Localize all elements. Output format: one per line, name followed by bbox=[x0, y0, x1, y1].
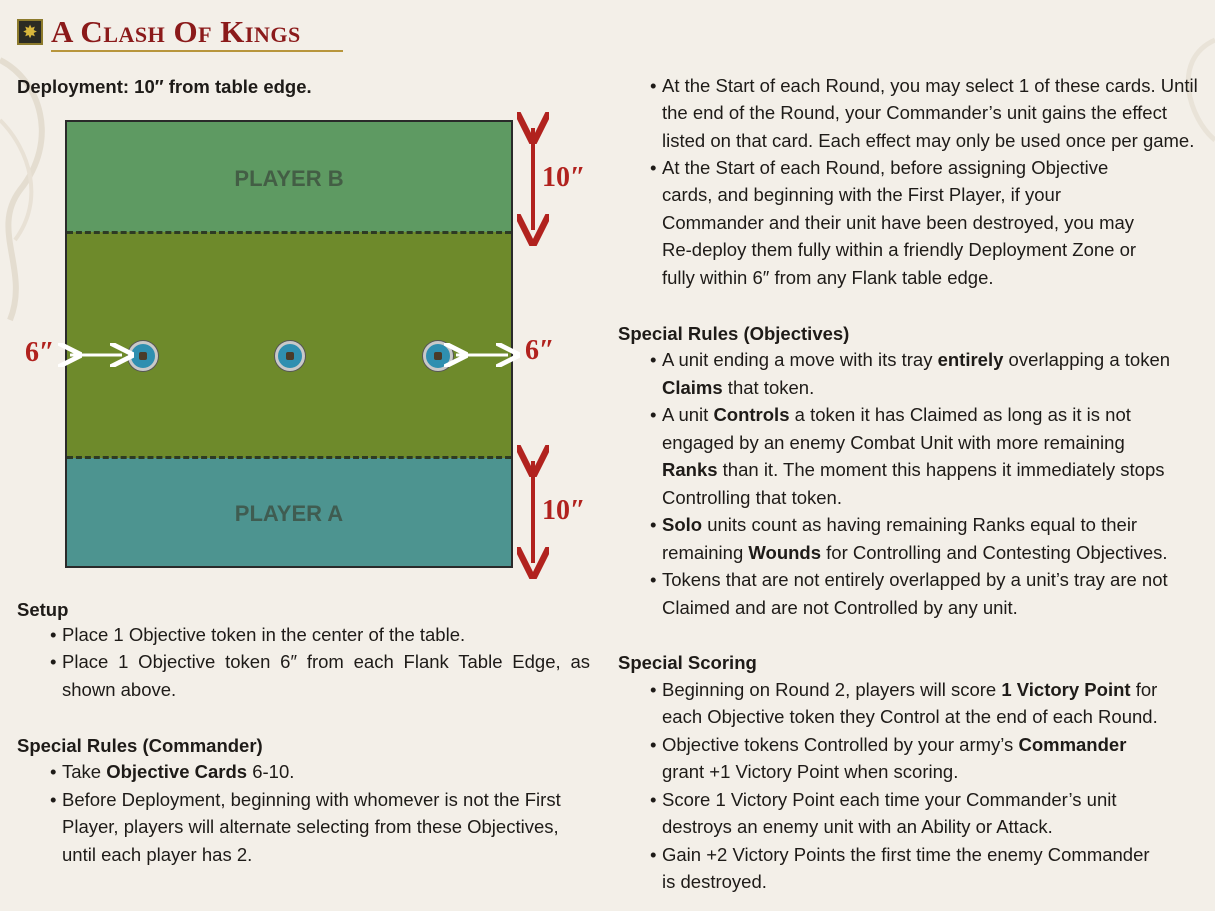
player-b-label: PLAYER B bbox=[234, 166, 344, 191]
objectives-item-cont: Controlling that token. bbox=[662, 487, 842, 508]
page-title: A Clash Of Kings bbox=[51, 14, 301, 49]
commander-item-cont: until each player has 2. bbox=[62, 844, 253, 865]
redeploy-rule-cont: cards, and beginning with the First Player, if your bbox=[662, 184, 1061, 205]
commander-item: • Take Objective Cards 6-10. bbox=[50, 761, 295, 782]
objectives-item: • Tokens that are not entirely overlapped by a unit’s tray are not bbox=[650, 569, 1168, 590]
right-flank-label: 6″ bbox=[525, 335, 555, 366]
bottom-distance-label: 10″ bbox=[542, 495, 586, 526]
round-rule-cont: the end of the Round, your Commander’s unit gains the effect bbox=[662, 102, 1167, 123]
redeploy-rule-cont: fully within 6″ from any Flank table edge. bbox=[662, 267, 994, 288]
setup-item: • Place 1 Objective token 6″ from each Flank Table Edge, as bbox=[50, 651, 590, 672]
objectives-heading: Special Rules (Objectives) bbox=[618, 323, 850, 344]
objectives-item: • A unit Controls a token it has Claimed as long as it is not bbox=[650, 404, 1131, 425]
scoring-item-cont: each Objective token they Control at the end of each Round. bbox=[662, 706, 1158, 727]
player-a-label: PLAYER A bbox=[234, 501, 344, 526]
commander-heading: Special Rules (Commander) bbox=[17, 735, 263, 756]
objectives-item-cont: Claimed and are not Controlled by any unit. bbox=[662, 597, 1018, 618]
scoring-item: • Objective tokens Controlled by your army’s Commander bbox=[650, 734, 1127, 755]
objectives-item: • Solo units count as having remaining Ranks equal to their bbox=[650, 514, 1138, 535]
objectives-item-cont: remaining Wounds for Controlling and Contesting Objectives. bbox=[662, 542, 1168, 563]
round-rule-cont: listed on that card. Each effect may only be used once per game. bbox=[662, 130, 1195, 151]
scoring-item: • Gain +2 Victory Points the first time the enemy Commander bbox=[650, 844, 1150, 865]
deployment-heading: Deployment: 10″ from table edge. bbox=[17, 76, 312, 97]
scenario-emblem-icon: ✸ bbox=[17, 19, 43, 45]
commander-item: • Before Deployment, beginning with whomever is not the First bbox=[50, 789, 561, 810]
setup-item-cont: shown above. bbox=[62, 679, 177, 700]
round-rule-item: • At the Start of each Round, you may select 1 of these cards. Until bbox=[650, 75, 1198, 96]
setup-item: • Place 1 Objective token in the center of the table. bbox=[50, 624, 466, 645]
objectives-item: • A unit ending a move with its tray entirely overlapping a token bbox=[650, 349, 1171, 370]
top-distance-label: 10″ bbox=[542, 162, 586, 193]
redeploy-rule-cont: Commander and their unit have been destroyed, you may bbox=[662, 212, 1135, 233]
commander-item-cont: Player, players will alternate selecting from these Objectives, bbox=[62, 816, 559, 837]
scoring-item-cont: grant +1 Victory Point when scoring. bbox=[662, 761, 959, 782]
redeploy-rule-item: • At the Start of each Round, before assigning Objective bbox=[650, 157, 1109, 178]
scoring-item: • Beginning on Round 2, players will score 1 Victory Point for bbox=[650, 679, 1158, 700]
objectives-item-cont: Ranks than it. The moment this happens it immediately stops bbox=[662, 459, 1165, 480]
scoring-item-cont: destroys an enemy unit with an Ability or Attack. bbox=[662, 816, 1053, 837]
objectives-item-cont: engaged by an enemy Combat Unit with more remaining bbox=[662, 432, 1125, 453]
scoring-item-cont: is destroyed. bbox=[662, 871, 767, 892]
redeploy-rule-cont: Re-deploy them fully within a friendly Deployment Zone or bbox=[662, 239, 1137, 260]
setup-heading: Setup bbox=[17, 599, 69, 620]
left-flank-label: 6″ bbox=[25, 337, 55, 368]
scoring-heading: Special Scoring bbox=[618, 652, 757, 673]
scoring-item: • Score 1 Victory Point each time your Commander’s unit bbox=[650, 789, 1117, 810]
objectives-item-cont: Claims that token. bbox=[662, 377, 815, 398]
